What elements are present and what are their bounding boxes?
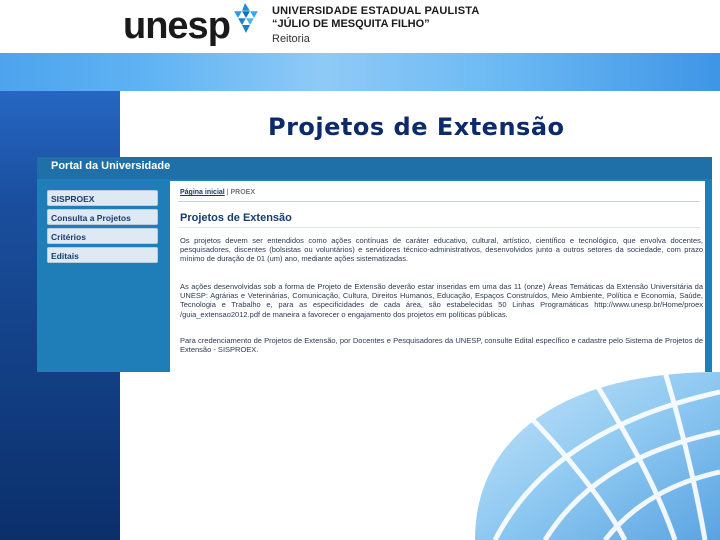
breadcrumb-separator: |: [226, 189, 229, 196]
content-panel: [170, 181, 705, 372]
portal-screenshot: [37, 157, 712, 372]
university-name: UNIVERSIDADE ESTADUAL PAULISTA: [272, 5, 480, 17]
unesp-logo-icon: [228, 2, 262, 36]
top-decorative-strip: [0, 53, 720, 91]
paragraph-accreditation: Para credenciamento de Projetos de Extensão, por Docentes e Pesquisadores da UNESP, consulte Edital específico e cadastre pelo Sistema de Projetos de Extensão - SISPROEX.: [180, 336, 703, 355]
breadcrumb-home-link[interactable]: Página inicial: [180, 189, 225, 196]
slide-title: Projetos de Extensão: [268, 113, 565, 141]
unesp-logo-text: unesp: [123, 5, 230, 47]
university-patron: “JÚLIO DE MESQUITA FILHO”: [272, 18, 430, 30]
slide-header: [120, 0, 720, 53]
menu-item-consulta-projetos[interactable]: Consulta a Projetos: [47, 209, 158, 225]
portal-title: Portal da Universidade: [51, 160, 171, 172]
menu-item-editais[interactable]: Editais: [47, 247, 158, 263]
divider: [178, 227, 700, 228]
content-title: Projetos de Extensão: [180, 212, 292, 224]
breadcrumb-current: PROEX: [230, 189, 255, 196]
breadcrumb: [180, 189, 255, 196]
decorative-globe-graphic: [435, 372, 720, 540]
divider: [178, 201, 700, 202]
unit-name: Reitoria: [272, 33, 310, 45]
side-menu: [47, 190, 162, 266]
paragraph-definition: Os projetos devem ser entendidos como ações contínuas de caráter educativo, cultural, artístico, científico e tecnológico, que envolva docentes, pesquisadores, discentes (bolsistas ou voluntários) e servidores técnico-administrativos, desenvolvidos junto a outros setores da sociedade, com prazo mínimo de duração de 01 (um) ano, mediante ações sistematizadas.: [180, 236, 703, 264]
portal-header: [37, 157, 712, 179]
menu-item-criterios[interactable]: Critérios: [47, 228, 158, 244]
paragraph-thematic-areas: As ações desenvolvidas sob a forma de Projeto de Extensão deverão estar inseridas em uma das 11 (onze) Áreas Temáticas da Extensão Universitária da UNESP: Agrárias e Veterinárias, Comunicação, Cultura, Direitos Humanos, Educação, Espaços Construídos, Meio Ambiente, Política e Economia, Saúde, Tecnologia e Trabalho e, para as especificidades de cada área, são estabelecidas 50 Linhas Programáticas http://www.unesp.br/Home/proex /guia_extensao2012.pdf de maneira a favorecer o engajamento dos projetos em políticas públicas.: [180, 282, 703, 319]
menu-item-sisproex[interactable]: SISPROEX: [47, 190, 158, 206]
university-name-block: [272, 5, 479, 46]
